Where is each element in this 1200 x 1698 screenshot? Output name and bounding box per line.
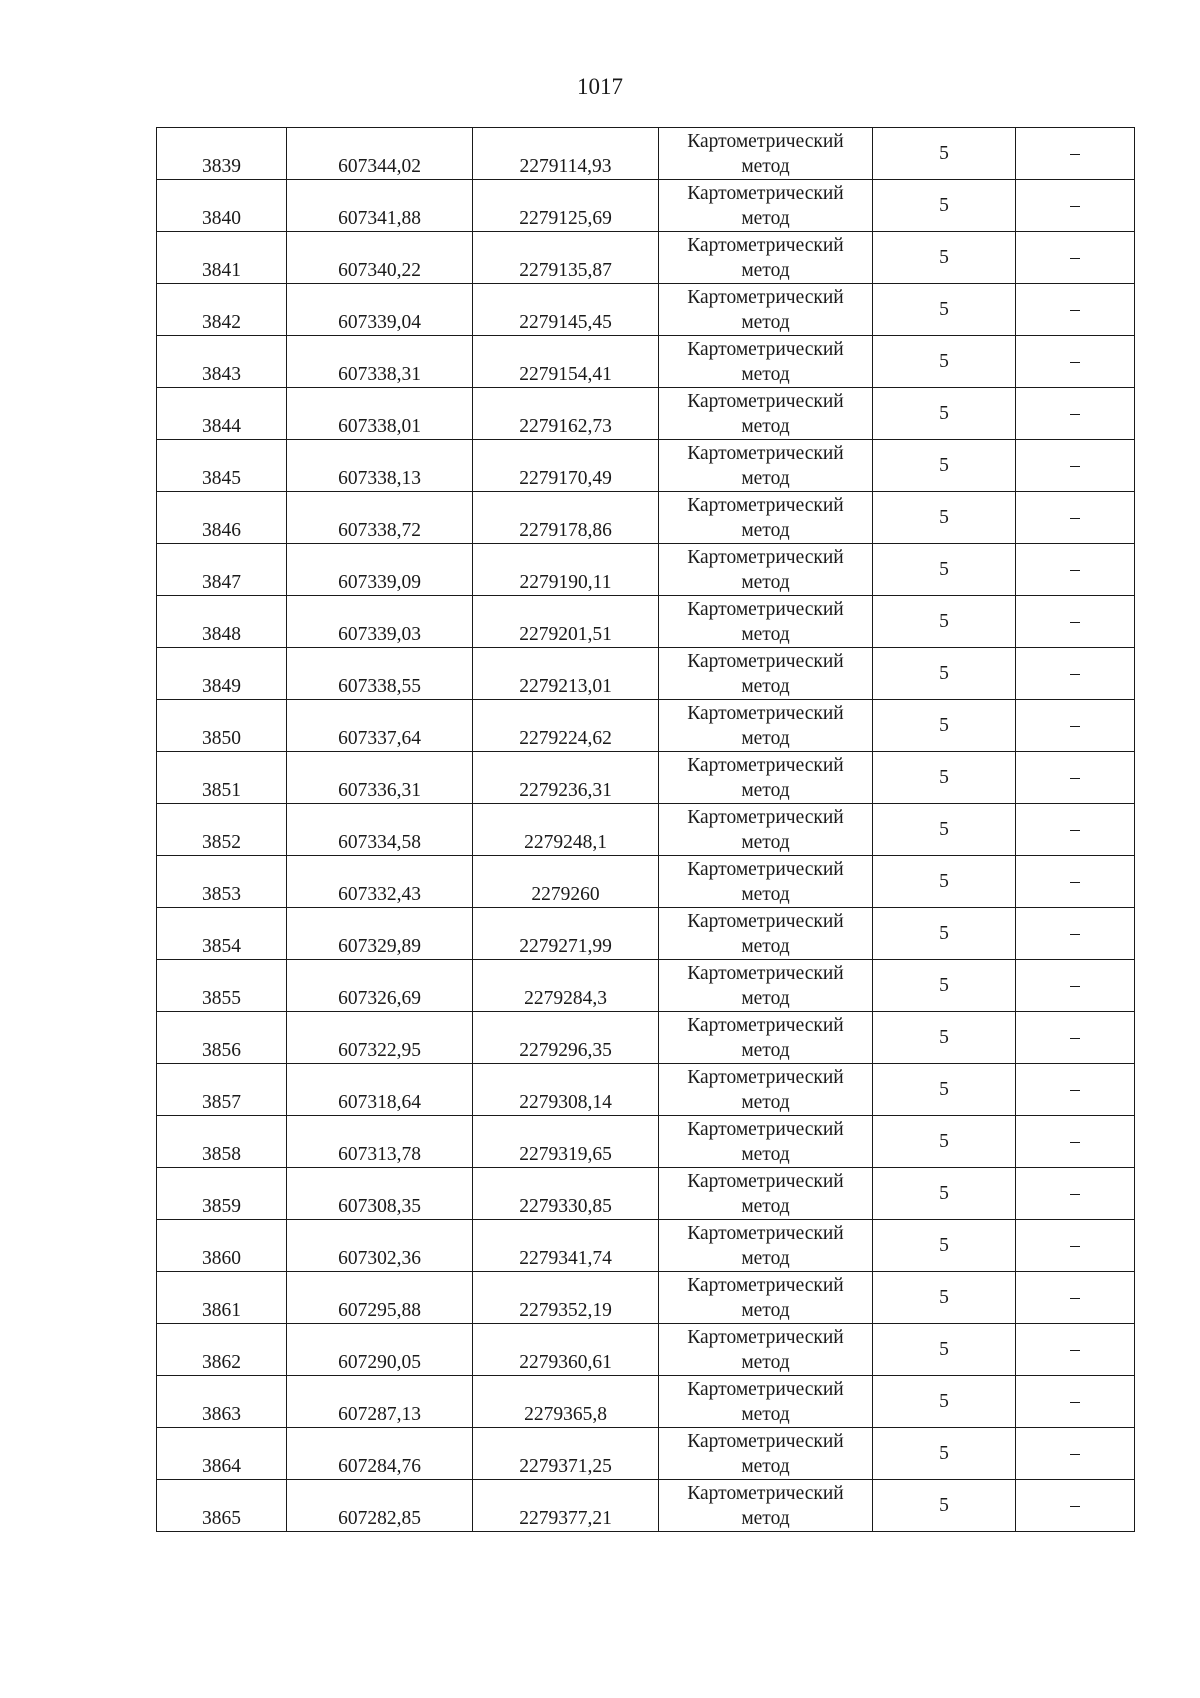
y-coordinate-cell: 2279319,65 (473, 1116, 659, 1168)
coordinates-table (156, 127, 1135, 1532)
table-row (157, 648, 1135, 700)
note-cell: – (1016, 1012, 1135, 1064)
table-row (157, 1376, 1135, 1428)
note-cell: – (1016, 752, 1135, 804)
method-name: Картометрический (687, 1326, 844, 1348)
note-cell: – (1016, 128, 1135, 180)
y-coordinate-cell: 2279248,1 (473, 804, 659, 856)
x-coordinate-cell: 607302,36 (287, 1220, 473, 1272)
y-coordinate-cell: 2279190,11 (473, 544, 659, 596)
point-number-cell: 3844 (157, 388, 287, 440)
table-row (157, 1324, 1135, 1376)
method-cell (659, 908, 873, 960)
table-row (157, 180, 1135, 232)
method-name: Картометрический (687, 754, 844, 776)
method-name: Картометрический (687, 702, 844, 724)
table-row (157, 232, 1135, 284)
point-number-cell: 3855 (157, 960, 287, 1012)
note-cell: – (1016, 1116, 1135, 1168)
x-coordinate-cell: 607287,13 (287, 1376, 473, 1428)
table-row (157, 596, 1135, 648)
precision-cell: 5 (873, 284, 1016, 336)
table-row (157, 752, 1135, 804)
method-cell (659, 336, 873, 388)
method-name: Картометрический (687, 286, 844, 308)
method-name: Картометрический (687, 182, 844, 204)
method-name: Картометрический (687, 1378, 844, 1400)
precision-cell: 5 (873, 1116, 1016, 1168)
method-suffix: метод (741, 623, 790, 645)
page-number: 1017 (577, 74, 623, 99)
precision-cell: 5 (873, 700, 1016, 752)
method-suffix: метод (741, 779, 790, 801)
point-number-cell: 3843 (157, 336, 287, 388)
point-number-cell: 3839 (157, 128, 287, 180)
method-name: Картометрический (687, 910, 844, 932)
point-number-cell: 3851 (157, 752, 287, 804)
x-coordinate-cell: 607339,03 (287, 596, 473, 648)
method-suffix: метод (741, 1143, 790, 1165)
method-name: Картометрический (687, 598, 844, 620)
note-cell: – (1016, 284, 1135, 336)
precision-cell: 5 (873, 1012, 1016, 1064)
method-cell (659, 596, 873, 648)
table-row (157, 492, 1135, 544)
point-number-cell: 3846 (157, 492, 287, 544)
table-row (157, 1064, 1135, 1116)
x-coordinate-cell: 607329,89 (287, 908, 473, 960)
method-name: Картометрический (687, 338, 844, 360)
point-number-cell: 3865 (157, 1480, 287, 1532)
method-suffix: метод (741, 1507, 790, 1529)
point-number-cell: 3848 (157, 596, 287, 648)
method-name: Картометрический (687, 1066, 844, 1088)
point-number-cell: 3864 (157, 1428, 287, 1480)
precision-cell: 5 (873, 388, 1016, 440)
method-name: Картометрический (687, 1430, 844, 1452)
precision-cell: 5 (873, 440, 1016, 492)
x-coordinate-cell: 607318,64 (287, 1064, 473, 1116)
point-number-cell: 3840 (157, 180, 287, 232)
method-name: Картометрический (687, 234, 844, 256)
method-suffix: метод (741, 363, 790, 385)
precision-cell: 5 (873, 1272, 1016, 1324)
x-coordinate-cell: 607334,58 (287, 804, 473, 856)
table-row (157, 1116, 1135, 1168)
y-coordinate-cell: 2279145,45 (473, 284, 659, 336)
y-coordinate-cell: 2279352,19 (473, 1272, 659, 1324)
y-coordinate-cell: 2279178,86 (473, 492, 659, 544)
method-suffix: метод (741, 571, 790, 593)
precision-cell: 5 (873, 596, 1016, 648)
x-coordinate-cell: 607313,78 (287, 1116, 473, 1168)
x-coordinate-cell: 607338,72 (287, 492, 473, 544)
note-cell: – (1016, 1064, 1135, 1116)
precision-cell: 5 (873, 1428, 1016, 1480)
y-coordinate-cell: 2279377,21 (473, 1480, 659, 1532)
point-number-cell: 3841 (157, 232, 287, 284)
method-name: Картометрический (687, 1014, 844, 1036)
note-cell: – (1016, 856, 1135, 908)
method-cell (659, 440, 873, 492)
precision-cell: 5 (873, 1168, 1016, 1220)
method-name: Картометрический (687, 546, 844, 568)
table-row (157, 960, 1135, 1012)
note-cell: – (1016, 1376, 1135, 1428)
method-cell (659, 284, 873, 336)
note-cell: – (1016, 1272, 1135, 1324)
point-number-cell: 3853 (157, 856, 287, 908)
method-cell (659, 1116, 873, 1168)
precision-cell: 5 (873, 648, 1016, 700)
method-cell (659, 180, 873, 232)
note-cell: – (1016, 336, 1135, 388)
point-number-cell: 3862 (157, 1324, 287, 1376)
note-cell: – (1016, 1480, 1135, 1532)
note-cell: – (1016, 908, 1135, 960)
table-row (157, 336, 1135, 388)
x-coordinate-cell: 607322,95 (287, 1012, 473, 1064)
method-cell (659, 960, 873, 1012)
note-cell: – (1016, 1324, 1135, 1376)
method-cell (659, 1324, 873, 1376)
method-cell (659, 648, 873, 700)
method-cell (659, 856, 873, 908)
table-row (157, 1168, 1135, 1220)
method-suffix: метод (741, 467, 790, 489)
precision-cell: 5 (873, 492, 1016, 544)
point-number-cell: 3847 (157, 544, 287, 596)
y-coordinate-cell: 2279236,31 (473, 752, 659, 804)
method-cell (659, 1168, 873, 1220)
y-coordinate-cell: 2279308,14 (473, 1064, 659, 1116)
method-suffix: метод (741, 1299, 790, 1321)
method-suffix: метод (741, 311, 790, 333)
table-row (157, 388, 1135, 440)
note-cell: – (1016, 1428, 1135, 1480)
method-name: Картометрический (687, 1170, 844, 1192)
y-coordinate-cell: 2279162,73 (473, 388, 659, 440)
method-cell (659, 1012, 873, 1064)
method-suffix: метод (741, 207, 790, 229)
y-coordinate-cell: 2279296,35 (473, 1012, 659, 1064)
method-suffix: метод (741, 1403, 790, 1425)
note-cell: – (1016, 180, 1135, 232)
x-coordinate-cell: 607332,43 (287, 856, 473, 908)
table-row (157, 1428, 1135, 1480)
method-suffix: метод (741, 415, 790, 437)
method-cell (659, 1220, 873, 1272)
method-suffix: метод (741, 883, 790, 905)
x-coordinate-cell: 607337,64 (287, 700, 473, 752)
method-name: Картометрический (687, 1482, 844, 1504)
method-cell (659, 1376, 873, 1428)
note-cell: – (1016, 1168, 1135, 1220)
point-number-cell: 3857 (157, 1064, 287, 1116)
point-number-cell: 3856 (157, 1012, 287, 1064)
precision-cell: 5 (873, 960, 1016, 1012)
method-name: Картометрический (687, 390, 844, 412)
note-cell: – (1016, 388, 1135, 440)
precision-cell: 5 (873, 1480, 1016, 1532)
note-cell: – (1016, 960, 1135, 1012)
table-row (157, 908, 1135, 960)
y-coordinate-cell: 2279170,49 (473, 440, 659, 492)
x-coordinate-cell: 607339,09 (287, 544, 473, 596)
note-cell: – (1016, 804, 1135, 856)
table-row (157, 856, 1135, 908)
method-cell (659, 804, 873, 856)
note-cell: – (1016, 596, 1135, 648)
method-name: Картометрический (687, 1222, 844, 1244)
x-coordinate-cell: 607338,01 (287, 388, 473, 440)
method-name: Картометрический (687, 962, 844, 984)
x-coordinate-cell: 607338,13 (287, 440, 473, 492)
y-coordinate-cell: 2279371,25 (473, 1428, 659, 1480)
y-coordinate-cell: 2279224,62 (473, 700, 659, 752)
x-coordinate-cell: 607326,69 (287, 960, 473, 1012)
method-name: Картометрический (687, 650, 844, 672)
note-cell: – (1016, 544, 1135, 596)
method-cell (659, 544, 873, 596)
y-coordinate-cell: 2279330,85 (473, 1168, 659, 1220)
precision-cell: 5 (873, 752, 1016, 804)
point-number-cell: 3852 (157, 804, 287, 856)
y-coordinate-cell: 2279360,61 (473, 1324, 659, 1376)
point-number-cell: 3860 (157, 1220, 287, 1272)
method-cell (659, 1272, 873, 1324)
method-cell (659, 492, 873, 544)
method-suffix: метод (741, 831, 790, 853)
method-suffix: метод (741, 727, 790, 749)
x-coordinate-cell: 607344,02 (287, 128, 473, 180)
method-cell (659, 128, 873, 180)
method-suffix: метод (741, 1351, 790, 1373)
precision-cell: 5 (873, 544, 1016, 596)
method-suffix: метод (741, 1455, 790, 1477)
x-coordinate-cell: 607341,88 (287, 180, 473, 232)
method-cell (659, 388, 873, 440)
method-suffix: метод (741, 1195, 790, 1217)
method-suffix: метод (741, 987, 790, 1009)
y-coordinate-cell: 2279365,8 (473, 1376, 659, 1428)
x-coordinate-cell: 607340,22 (287, 232, 473, 284)
point-number-cell: 3859 (157, 1168, 287, 1220)
method-suffix: метод (741, 519, 790, 541)
note-cell: – (1016, 492, 1135, 544)
x-coordinate-cell: 607308,35 (287, 1168, 473, 1220)
x-coordinate-cell: 607295,88 (287, 1272, 473, 1324)
precision-cell: 5 (873, 232, 1016, 284)
note-cell: – (1016, 648, 1135, 700)
x-coordinate-cell: 607338,55 (287, 648, 473, 700)
table-row (157, 284, 1135, 336)
table-row (157, 1480, 1135, 1532)
y-coordinate-cell: 2279114,93 (473, 128, 659, 180)
point-number-cell: 3861 (157, 1272, 287, 1324)
point-number-cell: 3863 (157, 1376, 287, 1428)
point-number-cell: 3854 (157, 908, 287, 960)
note-cell: – (1016, 700, 1135, 752)
x-coordinate-cell: 607290,05 (287, 1324, 473, 1376)
precision-cell: 5 (873, 1220, 1016, 1272)
method-name: Картометрический (687, 442, 844, 464)
point-number-cell: 3858 (157, 1116, 287, 1168)
y-coordinate-cell: 2279154,41 (473, 336, 659, 388)
point-number-cell: 3842 (157, 284, 287, 336)
method-name: Картометрический (687, 806, 844, 828)
method-name: Картометрический (687, 494, 844, 516)
point-number-cell: 3850 (157, 700, 287, 752)
precision-cell: 5 (873, 1376, 1016, 1428)
method-suffix: метод (741, 935, 790, 957)
y-coordinate-cell: 2279271,99 (473, 908, 659, 960)
method-cell (659, 232, 873, 284)
table-row (157, 544, 1135, 596)
method-name: Картометрический (687, 1118, 844, 1140)
point-number-cell: 3849 (157, 648, 287, 700)
method-cell (659, 1480, 873, 1532)
method-name: Картометрический (687, 858, 844, 880)
method-suffix: метод (741, 675, 790, 697)
method-cell (659, 700, 873, 752)
y-coordinate-cell: 2279260 (473, 856, 659, 908)
method-cell (659, 752, 873, 804)
y-coordinate-cell: 2279125,69 (473, 180, 659, 232)
method-cell (659, 1064, 873, 1116)
note-cell: – (1016, 1220, 1135, 1272)
precision-cell: 5 (873, 128, 1016, 180)
precision-cell: 5 (873, 1324, 1016, 1376)
precision-cell: 5 (873, 336, 1016, 388)
method-suffix: метод (741, 1091, 790, 1113)
y-coordinate-cell: 2279213,01 (473, 648, 659, 700)
precision-cell: 5 (873, 1064, 1016, 1116)
x-coordinate-cell: 607336,31 (287, 752, 473, 804)
method-suffix: метод (741, 1039, 790, 1061)
method-name: Картометрический (687, 130, 844, 152)
table-row (157, 1012, 1135, 1064)
y-coordinate-cell: 2279284,3 (473, 960, 659, 1012)
method-suffix: метод (741, 1247, 790, 1269)
table-row (157, 700, 1135, 752)
method-suffix: метод (741, 259, 790, 281)
x-coordinate-cell: 607284,76 (287, 1428, 473, 1480)
method-cell (659, 1428, 873, 1480)
x-coordinate-cell: 607282,85 (287, 1480, 473, 1532)
x-coordinate-cell: 607338,31 (287, 336, 473, 388)
precision-cell: 5 (873, 804, 1016, 856)
y-coordinate-cell: 2279341,74 (473, 1220, 659, 1272)
table-row (157, 804, 1135, 856)
method-name: Картометрический (687, 1274, 844, 1296)
coordinates-table-body (157, 128, 1135, 1532)
y-coordinate-cell: 2279201,51 (473, 596, 659, 648)
method-suffix: метод (741, 155, 790, 177)
point-number-cell: 3845 (157, 440, 287, 492)
precision-cell: 5 (873, 856, 1016, 908)
note-cell: – (1016, 440, 1135, 492)
precision-cell: 5 (873, 180, 1016, 232)
y-coordinate-cell: 2279135,87 (473, 232, 659, 284)
x-coordinate-cell: 607339,04 (287, 284, 473, 336)
table-row (157, 1272, 1135, 1324)
precision-cell: 5 (873, 908, 1016, 960)
table-row (157, 440, 1135, 492)
note-cell: – (1016, 232, 1135, 284)
table-row (157, 1220, 1135, 1272)
table-row (157, 128, 1135, 180)
